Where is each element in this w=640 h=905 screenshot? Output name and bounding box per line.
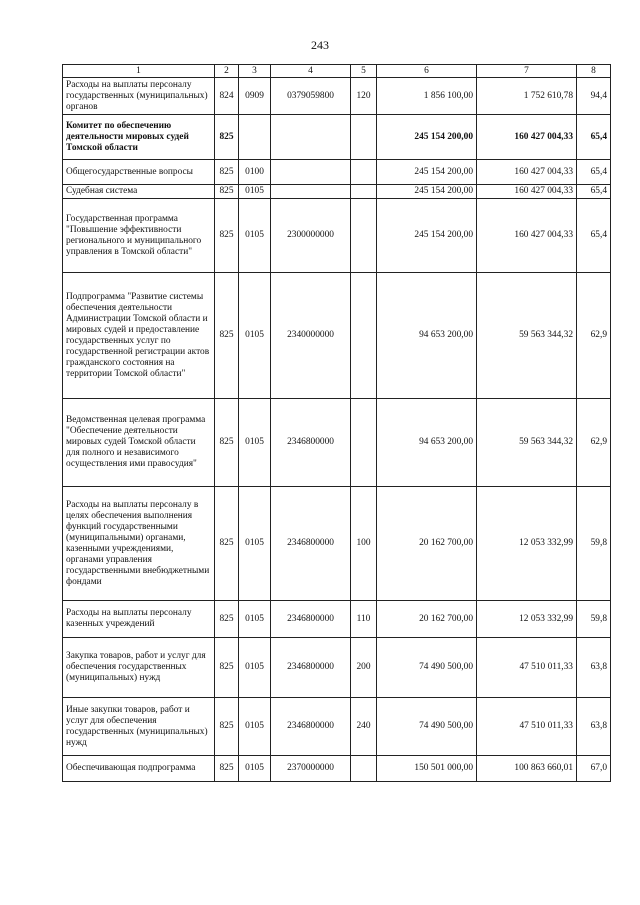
row-actual: 59 563 344,32 [477,399,577,487]
row-name: Иные закупки товаров, работ и услуг для обеспечения государственных (муниципальных) нужд [63,698,215,756]
table-row [63,487,611,601]
row-percent: 67,0 [577,756,611,782]
row-percent: 62,9 [577,399,611,487]
row-expense-type: 120 [351,78,377,115]
table-row [63,638,611,698]
row-expense-type [351,160,377,185]
row-actual: 1 752 610,78 [477,78,577,115]
row-actual: 160 427 004,33 [477,199,577,273]
row-section: 0105 [239,185,271,199]
table-row [63,199,611,273]
row-section: 0105 [239,487,271,601]
row-section: 0105 [239,199,271,273]
row-percent: 63,8 [577,638,611,698]
row-percent: 62,9 [577,273,611,399]
row-name: Государственная программа "Повышение эффективности регионального и муниципального управления в Томской области" [63,199,215,273]
row-actual: 100 863 660,01 [477,756,577,782]
row-section [239,115,271,160]
row-expense-type: 110 [351,601,377,638]
row-actual: 47 510 011,33 [477,638,577,698]
row-name: Судебная система [63,185,215,199]
header-col-4: 4 [271,65,351,78]
row-name: Подпрограмма "Развитие системы обеспечения деятельности Администрации Томской области и мировых судей и предоставление государственных услуг по государственной регистрации актов гражданского состояния на территории Томской области" [63,273,215,399]
row-target: 2346800000 [271,399,351,487]
budget-table [62,64,611,782]
row-actual: 160 427 004,33 [477,185,577,199]
row-plan: 245 154 200,00 [377,160,477,185]
header-col-3: 3 [239,65,271,78]
row-section: 0909 [239,78,271,115]
row-ministry: 825 [215,199,239,273]
row-target: 2300000000 [271,199,351,273]
row-ministry: 825 [215,638,239,698]
row-ministry: 825 [215,487,239,601]
row-percent: 65,4 [577,160,611,185]
row-expense-type: 200 [351,638,377,698]
row-section: 0100 [239,160,271,185]
row-plan: 20 162 700,00 [377,601,477,638]
row-expense-type [351,399,377,487]
row-actual: 47 510 011,33 [477,698,577,756]
row-ministry: 824 [215,78,239,115]
row-ministry: 825 [215,601,239,638]
row-expense-type [351,115,377,160]
row-name: Расходы на выплаты персоналу в целях обеспечения выполнения функций государственными (муниципальными) органами, казенными учреждениями, органами управления государственными внебюджетными фондами [63,487,215,601]
row-target [271,185,351,199]
row-percent: 65,4 [577,185,611,199]
table-row [63,601,611,638]
row-target [271,115,351,160]
row-plan: 94 653 200,00 [377,273,477,399]
row-actual: 59 563 344,32 [477,273,577,399]
row-percent: 65,4 [577,199,611,273]
row-plan: 74 490 500,00 [377,638,477,698]
row-expense-type [351,273,377,399]
row-ministry: 825 [215,273,239,399]
row-target: 2346800000 [271,487,351,601]
row-section: 0105 [239,273,271,399]
row-section: 0105 [239,638,271,698]
header-col-5: 5 [351,65,377,78]
row-percent: 63,8 [577,698,611,756]
row-name: Общегосударственные вопросы [63,160,215,185]
table-row [63,160,611,185]
table-body [63,78,611,782]
row-ministry: 825 [215,698,239,756]
row-section: 0105 [239,698,271,756]
row-plan: 150 501 000,00 [377,756,477,782]
row-ministry: 825 [215,115,239,160]
row-actual: 160 427 004,33 [477,160,577,185]
row-name: Ведомственная целевая программа "Обеспечение деятельности мировых судей Томской области для полного и независимого осуществления ими правосудия" [63,399,215,487]
header-col-7: 7 [477,65,577,78]
table-row [63,115,611,160]
table-row [63,78,611,115]
row-name: Комитет по обеспечению деятельности мировых судей Томской области [63,115,215,160]
row-percent: 59,8 [577,601,611,638]
row-target: 2340000000 [271,273,351,399]
row-plan: 245 154 200,00 [377,199,477,273]
row-plan: 94 653 200,00 [377,399,477,487]
row-target: 2346800000 [271,601,351,638]
row-name: Расходы на выплаты персоналу казенных учреждений [63,601,215,638]
row-plan: 245 154 200,00 [377,115,477,160]
row-plan: 74 490 500,00 [377,698,477,756]
row-expense-type: 100 [351,487,377,601]
row-target: 2346800000 [271,638,351,698]
row-target [271,160,351,185]
header-col-8: 8 [577,65,611,78]
row-ministry: 825 [215,160,239,185]
table-header [63,65,611,78]
table-row [63,273,611,399]
row-plan: 245 154 200,00 [377,185,477,199]
row-percent: 65,4 [577,115,611,160]
row-target: 2370000000 [271,756,351,782]
row-expense-type [351,199,377,273]
row-name: Расходы на выплаты персоналу государственных (муниципальных) органов [63,78,215,115]
row-actual: 12 053 332,99 [477,601,577,638]
table-row [63,185,611,199]
row-section: 0105 [239,399,271,487]
row-expense-type: 240 [351,698,377,756]
row-plan: 1 856 100,00 [377,78,477,115]
row-percent: 94,4 [577,78,611,115]
row-name: Обеспечивающая подпрограмма [63,756,215,782]
row-target: 2346800000 [271,698,351,756]
row-name: Закупка товаров, работ и услуг для обеспечения государственных (муниципальных) нужд [63,638,215,698]
row-expense-type [351,756,377,782]
row-percent: 59,8 [577,487,611,601]
row-target: 0379059800 [271,78,351,115]
row-section: 0105 [239,756,271,782]
page-number: 243 [311,38,329,52]
row-ministry: 825 [215,756,239,782]
row-expense-type [351,185,377,199]
header-row [63,65,611,78]
row-plan: 20 162 700,00 [377,487,477,601]
row-ministry: 825 [215,185,239,199]
row-actual: 160 427 004,33 [477,115,577,160]
row-actual: 12 053 332,99 [477,487,577,601]
row-ministry: 825 [215,399,239,487]
header-col-1: 1 [63,65,215,78]
table-row [63,756,611,782]
table-row [63,399,611,487]
header-col-2: 2 [215,65,239,78]
row-section: 0105 [239,601,271,638]
header-col-6: 6 [377,65,477,78]
table-row [63,698,611,756]
